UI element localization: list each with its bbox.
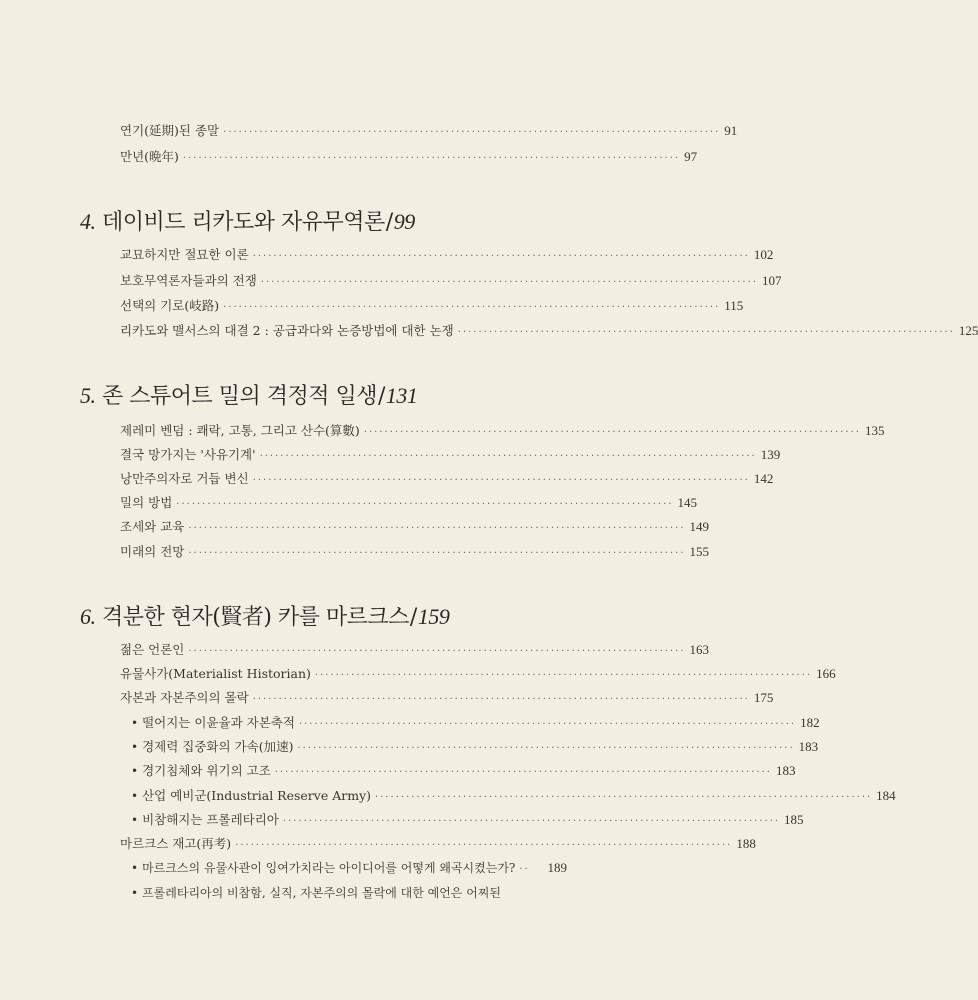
entry-title: 조세와 교육: [120, 519, 185, 534]
entry-page: 163: [689, 642, 710, 657]
entry-page: 185: [784, 812, 804, 827]
toc-entry[interactable]: [120, 543, 710, 563]
leader-dots: ································································································: [252, 694, 750, 705]
leader-dots: ································································································: [314, 670, 813, 681]
leader-dots: ··: [519, 864, 530, 875]
bullet-icon: •: [131, 813, 139, 827]
entry-title: 제레미 벤덤 : 쾌락, 고통, 그리고 산수(算數): [120, 423, 360, 438]
leader-dots: ································································································: [176, 499, 674, 510]
leader-dots: ································································································: [260, 277, 758, 288]
chapter-page: 99: [393, 209, 415, 234]
entry-title: 떨어지는 이윤율과 자본축적: [142, 715, 295, 730]
entry-title: 리카도와 맬서스의 대결 2 : 공급과다와 논증방법에 대한 논쟁: [120, 323, 454, 338]
chapter-title: 존 스튜어트 밀의 격정적 일생: [102, 384, 377, 409]
entry-title: 산업 예비군(Industrial Reserve Army): [142, 788, 372, 803]
entry-title: 프롤레타리아의 비참함, 실직, 자본주의의 몰락에 대한 예언은 어찌된: [142, 886, 501, 900]
entry-page: 184: [876, 788, 896, 803]
entry-page: 155: [689, 544, 710, 559]
toc-subentry[interactable]: [131, 738, 819, 758]
chapter-title: 데이비드 리카도와 자유무역론: [102, 210, 385, 235]
toc-entry[interactable]: [120, 422, 885, 442]
entry-page: 189: [547, 860, 567, 875]
chapter-number: 4.: [80, 209, 96, 234]
entry-title: 젊은 언론인: [120, 642, 185, 657]
toc-entry[interactable]: [120, 446, 781, 466]
bullet-icon: •: [131, 886, 139, 900]
leader-dots: ································································································: [363, 427, 861, 438]
entry-title: 마르크스의 유물사관이 잉여가치라는 아이디어를 어떻게 왜곡시켰는가?: [142, 861, 516, 875]
leader-dots: ································································································: [457, 327, 955, 338]
entry-title: 밀의 방법: [120, 495, 173, 510]
entry-title: 비참해지는 프롤레타리아: [142, 812, 279, 827]
leader-dots: ································································································: [188, 548, 686, 559]
entry-title: 교묘하지만 절묘한 이론: [120, 247, 249, 262]
chapter-title: 격분한 현자(賢者) 카를 마르크스: [102, 605, 409, 630]
entry-title: 만년(晩年): [120, 149, 179, 164]
entry-title: 경제력 집중화의 가속(加速): [142, 739, 294, 754]
entry-page: 135: [864, 423, 885, 438]
leader-dots: ································································································: [298, 719, 797, 730]
toc-entry[interactable]: [120, 665, 836, 685]
entry-title: 보호무역론자들과의 전쟁: [120, 273, 257, 288]
leader-dots: ································································································: [252, 251, 750, 262]
toc-entry[interactable]: [120, 518, 710, 538]
entry-page: 115: [724, 298, 744, 313]
toc-entry[interactable]: [120, 148, 698, 168]
toc-entry[interactable]: [120, 494, 697, 514]
leader-dots: ································································································: [297, 743, 795, 754]
entry-page: 188: [736, 836, 756, 851]
chapter-page: 131: [385, 383, 418, 408]
bullet-icon: •: [131, 861, 139, 875]
chapter-number: 6.: [80, 604, 96, 629]
toc-entry[interactable]: [120, 835, 756, 855]
bullet-icon: •: [131, 716, 139, 730]
leader-dots: ································································································: [274, 767, 772, 778]
leader-dots: ································································································: [259, 451, 757, 462]
bullet-icon: •: [131, 764, 139, 778]
toc-subentry[interactable]: [131, 762, 796, 782]
entry-page: 139: [760, 447, 781, 462]
toc-entry[interactable]: [120, 689, 774, 709]
entry-title: 마르크스 재고(再考): [120, 836, 232, 851]
entry-page: 175: [753, 690, 774, 705]
leader-dots: ································································································: [223, 302, 721, 313]
entry-title: 경기침체와 위기의 고조: [142, 763, 271, 778]
entry-title: 유물사가(Materialist Historian): [120, 666, 311, 681]
chapter-page: 159: [417, 604, 450, 629]
entry-title: 결국 망가지는 '사유기계': [120, 447, 256, 462]
entry-page: 102: [753, 247, 774, 262]
toc-entry[interactable]: [120, 246, 774, 266]
leader-dots: ································································································: [188, 646, 686, 657]
entry-page: 107: [761, 273, 782, 288]
leader-dots: ································································································: [375, 792, 873, 803]
leader-dots: ································································································: [182, 153, 681, 164]
leader-dots: ································································································: [223, 127, 721, 138]
chapter-heading-5[interactable]: 5. 존 스튜어트 밀의 격정적 일생/131: [80, 383, 418, 409]
entry-title: 미래의 전망: [120, 544, 185, 559]
chapter-heading-4[interactable]: 4. 데이비드 리카도와 자유무역론/99: [80, 209, 415, 235]
leader-dots: ································································································: [282, 816, 781, 827]
toc-subentry[interactable]: [131, 859, 567, 879]
entry-page: 183: [798, 739, 819, 754]
bullet-icon: •: [131, 740, 139, 754]
entry-page: 145: [677, 495, 697, 510]
entry-title: 연기(延期)된 종말: [120, 123, 220, 138]
entry-title: 낭만주의자로 거듭 변신: [120, 471, 249, 486]
bullet-icon: •: [131, 789, 139, 803]
entry-page: 142: [753, 471, 774, 486]
entry-page: 166: [816, 666, 836, 681]
toc-entry[interactable]: [120, 470, 774, 490]
toc-subentry[interactable]: [131, 787, 896, 807]
toc-subentry[interactable]: [131, 884, 567, 902]
entry-page: 125: [958, 323, 978, 338]
toc-entry[interactable]: [120, 641, 710, 661]
entry-page: 149: [689, 519, 710, 534]
entry-page: 97: [684, 149, 698, 164]
chapter-heading-6[interactable]: 6. 격분한 현자(賢者) 카를 마르크스/159: [80, 604, 450, 630]
entry-title: 선택의 기로(岐路): [120, 298, 220, 313]
entry-page: 183: [775, 763, 796, 778]
toc-entry[interactable]: [120, 122, 738, 142]
entry-title: 자본과 자본주의의 몰락: [120, 690, 249, 705]
toc-subentry[interactable]: [131, 714, 820, 734]
toc-entry[interactable]: [120, 322, 978, 342]
entry-page: 91: [724, 123, 738, 138]
leader-dots: ································································································: [235, 840, 733, 851]
toc-entry[interactable]: [120, 272, 782, 292]
toc-subentry[interactable]: [131, 811, 804, 831]
toc-entry[interactable]: [120, 297, 744, 317]
entry-page: 182: [800, 715, 820, 730]
leader-dots: ································································································: [188, 523, 686, 534]
leader-dots: ································································································: [252, 475, 750, 486]
chapter-number: 5.: [80, 383, 96, 408]
